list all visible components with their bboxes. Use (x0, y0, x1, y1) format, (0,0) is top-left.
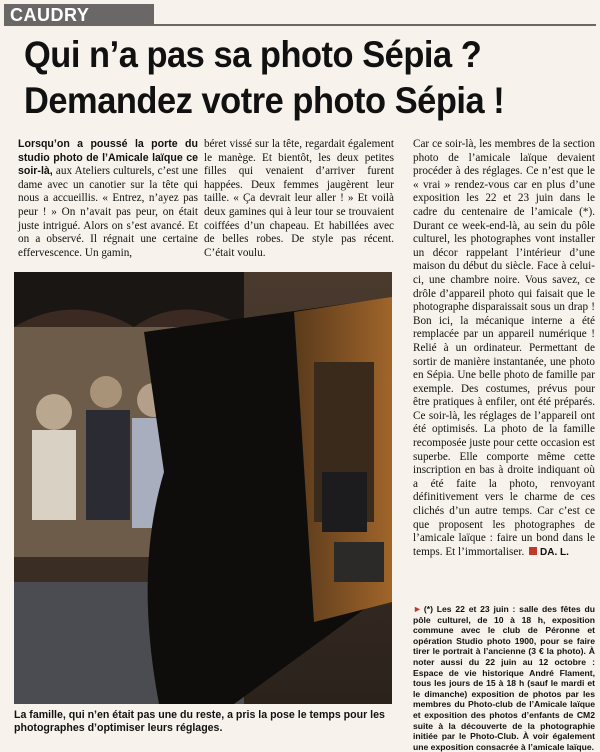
article-column-1 (18, 138, 198, 260)
headline (24, 32, 554, 124)
info-box (413, 604, 595, 752)
article-photo (14, 272, 392, 704)
end-mark-icon (529, 547, 537, 555)
author-signature: DA. L. (540, 546, 569, 558)
photo-illustration (14, 272, 392, 704)
photo-caption: La famille, qui n’en était pas une du reste, a pris la pose le temps pour les photographes d’optimiser leurs réglages. (14, 709, 385, 734)
column-1-text: aux Ateliers culturels, c’est une dame avec un canotier sur la tête qui nous a accueillis. « Entrez, n’ayez pas peur ! » On n’avait pas peur, on était juste intrigué. Alors on s’est avancé. Et on a observé. Il régnait une certaine effervescence. Un gamin, (18, 165, 198, 259)
column-3-text: Car ce soir-là, les membres de la section photo de l’amicale laïque devaient procéder à des réglages. Ce n’est que le « vrai » rendez-vous car en plus d’une exposition les 22 et 23 juin dans le cadre du centenaire de l’amicale (*). Durant ce week-end-là, au sein du pôle culturel, les photographes vont installer un décor rappelant l’intérieur d’une maison du début du siècle. Face à celui-ci, une chambre noire. Vous savez, ce drôle d’appareil photo qui faisait que le photographe disparaissait sous un drap ! Bon ici, la mécanique interne a été remplacée par un appareil numérique ! Relié à un ordinateur. Permettant de sortir de manière instantanée, une photo en Sépia. Une belle photo de famille par exemple. Des costumes, prévus pour être pratiques à enfiler, ont été préparés. Ce soir-là, les réglages de l’appareil ont été optimisés. La photo de la famille recomposée juste pour cette occasion est superbe. Elle comporte même cette inscription en bas à droite indiquant où a été faite la photo, renvoyant définitivement vers le charme de ces clichés d’un autre temps. Car c’est ce que proposent les photographes de l’amicale laïque : faire un bond dans le temps. Et l’immortaliser. (413, 138, 595, 558)
arrow-right-icon: ► (413, 604, 422, 614)
info-text: (*) Les 22 et 23 juin : salle des fêtes du pôle culturel, de 10 à 18 h, exposition commune avec le club de Péronne et opération Studio photo 1900, pour se faire tirer le portrait à l’ancienne (3 € la photo). À noter aussi du 22 juin au 12 octobre : Espace de vie historique André Flament, tous les jours de 15 à 18 h (sauf le mardi et le dimanche) exposition de photos par les membres du Photo-club de l’Amicale laïque et exposition des photos d’enfants de CM2 suite à la découverte de la photographie initiée par le Photo-Club. À voir également une exposition consacrée à l’amicale laïque. (413, 604, 595, 752)
headline-line-1: Qui n’a pas sa photo Sépia ? (24, 34, 482, 75)
article-column-3 (413, 138, 595, 559)
section-kicker: CAUDRY (4, 4, 154, 26)
kicker-rule (154, 24, 596, 26)
article-lead: Lorsqu’on a poussé la porte du studio photo de l’Amicale laïque ce soir-là, (18, 138, 198, 178)
headline-line-2: Demandez votre photo Sépia ! (24, 80, 505, 121)
column-2-text: béret vissé sur la tête, regardait également le manège. Et bientôt, les deux petites filles qui venaient d’arriver furent happées. Deux femmes jaugèrent leur taille. « Ça devrait leur aller ! » Et voilà deux gamines qui à leur tour se trouvaient coiffées d’un chapeau. Et habillées avec de belles robes. De style pas récent. C’était voulu. (204, 138, 394, 259)
article-column-2 (204, 138, 394, 260)
